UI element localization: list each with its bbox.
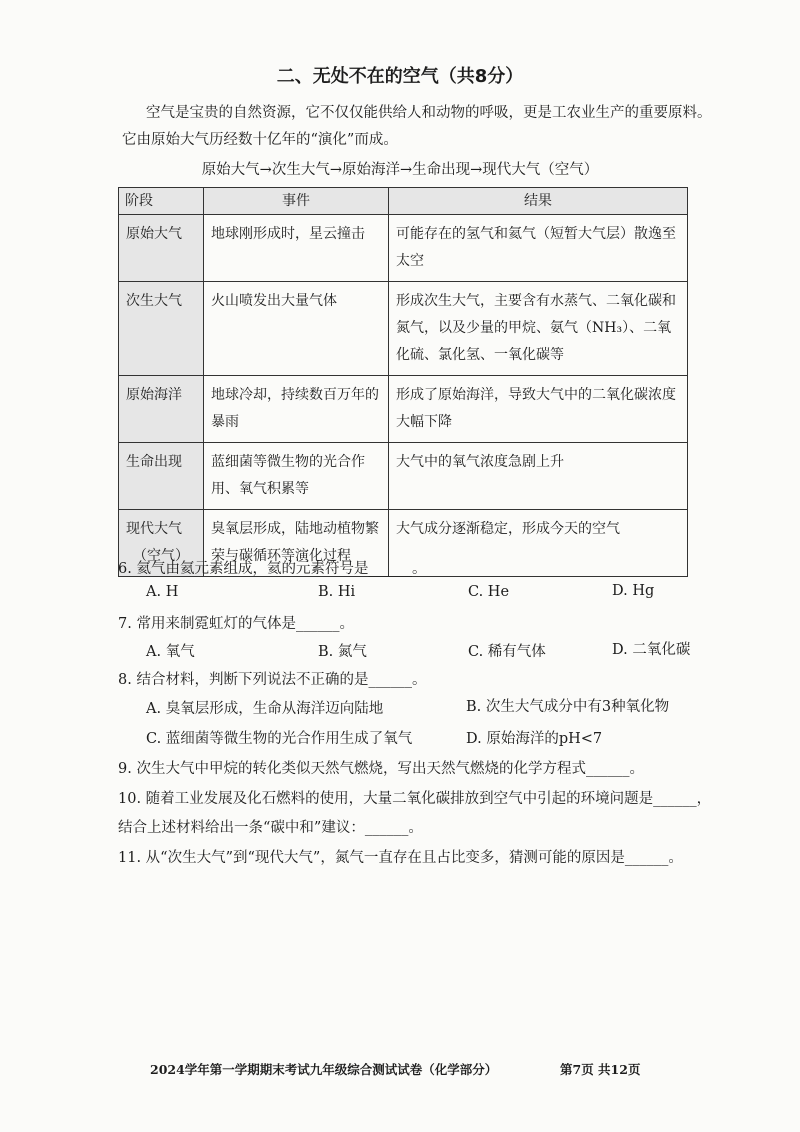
result-cell: 大气成分逐渐稳定，形成今天的空气 (389, 510, 688, 577)
q8-option-d: D. 原始海洋的pH<7 (466, 731, 603, 747)
event-cell: 蓝细菌等微生物的光合作用、氧气积累等 (204, 443, 389, 510)
section-title: 二、无处不在的空气（共8分） (276, 66, 524, 87)
question-10-line-2: 结合上述材料给出一条“碳中和”建议：______。 (118, 820, 423, 836)
q6-option-a: A. H (146, 584, 179, 600)
result-cell: 大气中的氧气浓度急剧上升 (389, 443, 688, 510)
stage-cell: 原始大气 (119, 215, 204, 282)
header-result: 结果 (389, 188, 688, 215)
q8-option-c: C. 蓝细菌等微生物的光合作用生成了氧气 (146, 731, 413, 747)
question-8: 8. 结合材料，判断下列说法不正确的是______。 (118, 672, 427, 688)
q6-option-b: B. Hi (318, 584, 356, 600)
q7-option-a: A. 氧气 (146, 644, 195, 660)
atmosphere-stage-table (118, 187, 688, 577)
q6-option-d: D. Hg (612, 583, 655, 599)
evolution-flow: 原始大气→次生大气→原始海洋→生命出现→现代大气（空气） (201, 162, 599, 178)
footer-page-number: 第7页 共12页 (560, 1062, 641, 1077)
question-11: 11. 从“次生大气”到“现代大气”，氮气一直存在且占比变多，猜测可能的原因是______。 (118, 850, 683, 866)
q8-option-b: B. 次生大气成分中有3种氧化物 (466, 699, 670, 715)
stage-cell: 原始海洋 (119, 376, 204, 443)
table-row (119, 215, 688, 282)
event-cell: 地球冷却，持续数百万年的暴雨 (204, 376, 389, 443)
table-row (119, 376, 688, 443)
q6-option-c: C. He (468, 584, 510, 600)
stage-cell: 生命出现 (119, 443, 204, 510)
question-7: 7. 常用来制霓虹灯的气体是______。 (118, 616, 354, 632)
question-10-line-1: 10. 随着工业发展及化石燃料的使用，大量二氧化碳排放到空气中引起的环境问题是______， (118, 791, 712, 807)
q8-option-a: A. 臭氧层形成，生命从海洋迈向陆地 (146, 701, 384, 717)
table-row (119, 443, 688, 510)
footer-exam-title: 2024学年第一学期期末考试九年级综合测试试卷（化学部分） (150, 1062, 498, 1077)
header-stage: 阶段 (119, 188, 204, 215)
event-cell: 臭氧层形成，陆地动植物繁荣与碳循环等演化过程 (204, 510, 389, 577)
q7-option-d: D. 二氧化碳 (612, 642, 691, 658)
stage-name: 现代大气 (126, 521, 182, 537)
intro-line-2: 它由原始大气历经数十亿年的“演化”而成。 (122, 132, 398, 148)
stage-note: （空气） (133, 548, 189, 564)
result-cell: 形成次生大气，主要含有水蒸气、二氧化碳和氮气，以及少量的甲烷、氨气（NH₃）、二氧化硫、氯化氢、一氧化碳等 (389, 282, 688, 376)
event-cell: 火山喷发出大量气体 (204, 282, 389, 376)
header-event: 事件 (204, 188, 389, 215)
result-cell: 形成了原始海洋，导致大气中的二氧化碳浓度大幅下降 (389, 376, 688, 443)
q7-option-b: B. 氮气 (318, 644, 367, 660)
stage-cell: 次生大气 (119, 282, 204, 376)
intro-line-1: 空气是宝贵的自然资源，它不仅仅能供给人和动物的呼吸，更是工农业生产的重要原料。 (146, 105, 712, 121)
question-9: 9. 次生大气中甲烷的转化类似天然气燃烧，写出天然气燃烧的化学方程式______。 (118, 761, 644, 777)
result-cell: 可能存在的氢气和氦气（短暂大气层）散逸至太空 (389, 215, 688, 282)
event-cell: 地球刚形成时，星云撞击 (204, 215, 389, 282)
table-row (119, 282, 688, 376)
table-header-row (119, 188, 688, 215)
q7-option-c: C. 稀有气体 (468, 644, 546, 660)
question-6: 6. 氦气由氦元素组成，氦的元素符号是______。 (118, 561, 427, 577)
